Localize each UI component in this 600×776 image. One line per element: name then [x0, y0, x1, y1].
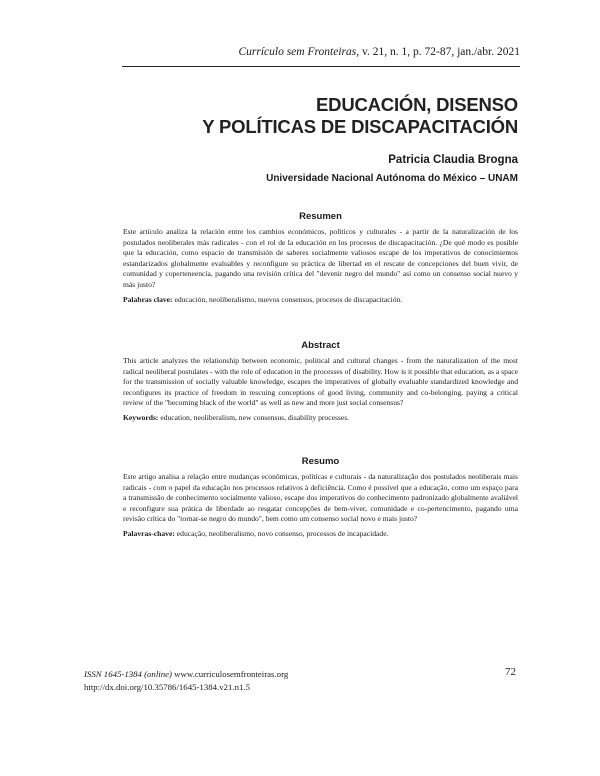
resumo-section — [123, 456, 518, 540]
doi-link[interactable]: http://dx.doi.org/10.35786/1645-1384.v21.n1.5 — [84, 682, 251, 692]
website-link[interactable]: www.curriculosemfronteiras.org — [171, 669, 289, 679]
abstract-body: This article analyzes the relationship between economic, political and cultural changes - from the naturalization of the most radical neoliberal postulates - with the role of education in the processes of disability. How is it possible that education, as a space for the transmission of socially valuable knowledge, escapes the imperatives of globally evaluable standardized knowledge and reconfigures its practice of freedom in rescuing conceptions of good living, community and co-belonging, paying a critical review of the "becoming black of the world" as well as new and more just social consensus? — [123, 356, 518, 408]
article-title — [120, 94, 518, 138]
abstract-keywords — [123, 413, 518, 424]
journal-citation: v. 21, n. 1, p. 72-87, jan./abr. 2021 — [359, 46, 520, 58]
resumen-keywords — [123, 295, 518, 306]
page-number: 72 — [505, 666, 516, 678]
title-line-2: Y POLÍTICAS DE DISCAPACITACIÓN — [202, 116, 518, 137]
author-name: Patricia Claudia Brogna — [388, 154, 518, 166]
resumo-heading: Resumo — [301, 456, 340, 467]
header-divider — [122, 66, 520, 67]
resumo-keywords-text: educação, neoliberalismo, novo consenso, processos de incapacidade. — [174, 528, 389, 538]
page-footer — [84, 668, 504, 694]
resumo-body: Este artigo analisa a relação entre mudanças econômicas, políticas e culturais - da naturalização dos postulados neoliberais mais radicais - com o papel da educação nos processos relativos à deficiência. Como é possível que a educação, como um espaço para a transmissão de conhecimento socialmente valioso, escape dos imperativos do conhecimento padronizado globalmente avaliável e reconfigure sua prática de liberdade ao resgatar concepções de bem-viver, comunidade e co-pertencimento, pagando uma revisão crítica do "tornar-se negro do mundo", bem como um consenso social novo e mais justo? — [123, 472, 518, 524]
resumen-section — [123, 211, 518, 305]
author-affiliation: Universidade Nacional Autónoma do México – UNAM — [266, 173, 518, 184]
issn: ISSN 1645-1384 (online) — [84, 669, 172, 679]
resumen-keywords-text: educación, neoliberalismo, nuevos consensos, procesos de discapacitación. — [172, 294, 403, 304]
title-line-1: EDUCACIÓN, DISENSO — [316, 94, 518, 115]
journal-name: Currículo sem Fronteiras, — [238, 46, 360, 58]
resumen-heading: Resumen — [299, 211, 342, 222]
journal-header — [120, 46, 520, 58]
resumen-keywords-label: Palabras clave: — [123, 294, 173, 304]
abstract-keywords-text: education, neoliberalism, new consensus, disability processes. — [158, 412, 350, 422]
abstract-heading: Abstract — [301, 340, 340, 351]
resumo-keywords-label: Palavras-chave: — [123, 528, 175, 538]
resumen-body: Este artículo analiza la relación entre los cambios económicos, políticos y culturales - a partir de la naturalización de los postulados neoliberales más radicales - con el rol de la educación en los procesos de discapacitación. ¿De qué modo es posible que la educación, como espacio de transmisión de saberes socialmente valiosos escape de los imperativos de conocimientos estandarizados globalmente evaluables y reconfigure su práctica de libertad en el rescate de concepciones del buen vivir, de comunidad y coperteneencia, pagando una revisión crítica del "devenir negro del mundo" así como un consenso social nuevo y más justo? — [123, 227, 518, 289]
abstract-keywords-label: Keywords: — [123, 412, 159, 422]
resumo-keywords — [123, 529, 518, 540]
abstract-section — [123, 340, 518, 424]
